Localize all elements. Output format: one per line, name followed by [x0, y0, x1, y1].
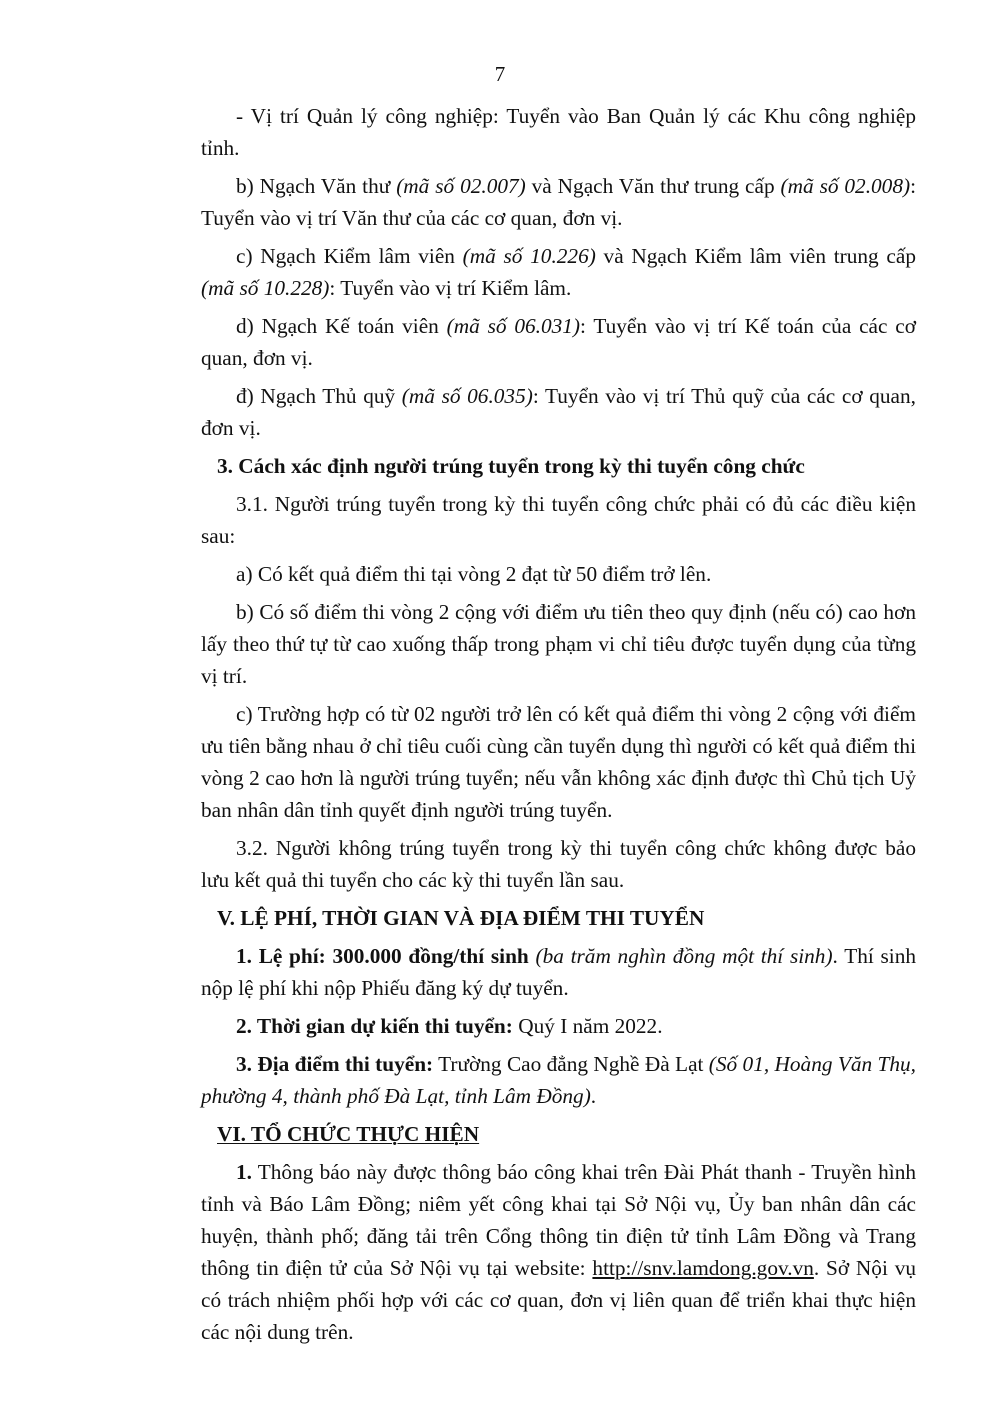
clerk-code-1: (mã số 02.007) — [396, 174, 526, 198]
paragraph-accountant-grade — [201, 310, 916, 374]
accountant-code: (mã số 06.031) — [446, 314, 580, 338]
treasurer-lead: đ) Ngạch Thủ quỹ — [236, 384, 402, 408]
section-3-heading: 3. Cách xác định người trúng tuyển trong kỳ thi tuyển công chức — [217, 454, 805, 478]
paragraph-3-1-c: c) Trường hợp có từ 02 người trở lên có kết quả điểm thi vòng 2 cộng với điểm ưu tiên bằng nhau ở chỉ tiêu cuối cùng cần tuyển dụng thì người có kết quả điểm thi vòng 2 cao hơn là người trúng tuyển; nếu vẫn không xác định được thì Chủ tịch Uỷ ban nhân dân tỉnh quyết định người trúng tuyển. — [201, 702, 916, 822]
paragraph-exam-time — [201, 1010, 916, 1042]
section-vi-heading — [201, 1118, 916, 1150]
fee-label: 1. Lệ phí: 300.000 đồng/thí sinh — [236, 944, 529, 968]
paragraph-3-1-b: b) Có số điểm thi vòng 2 cộng với điểm ưu tiên theo quy định (nếu có) cao hơn lấy theo thứ tự từ cao xuống thấp trong phạm vi chỉ tiêu được tuyển dụng của từng vị trí. — [201, 600, 916, 688]
section-v-heading: V. LỆ PHÍ, THỜI GIAN VÀ ĐỊA ĐIỂM THI TUYỂN — [217, 906, 705, 930]
fee-tail: . Thí sinh nộp lệ phí khi nộp Phiếu đăng ký dự tuyển. — [201, 944, 916, 1000]
announcement-number: 1. — [236, 1160, 252, 1184]
clerk-mid: và Ngạch Văn thư trung cấp — [525, 174, 781, 198]
exam-time-label: 2. Thời gian dự kiến thi tuyển: — [236, 1014, 513, 1038]
announcement-text-end: . Sở Nội vụ có trách nhiệm phối hợp với các cơ quan, đơn vị liên quan để triển khai thực hiện các nội dung trên. — [201, 1256, 916, 1344]
paragraph-industrial-management — [201, 100, 916, 164]
page-number: 7 — [494, 62, 506, 86]
exam-place-label: 3. Địa điểm thi tuyển: — [236, 1052, 434, 1076]
ranger-lead: c) Ngạch Kiểm lâm viên — [236, 244, 463, 268]
ranger-mid: và Ngạch Kiểm lâm viên trung cấp — [595, 244, 916, 268]
fee-in-words: (ba trăm nghìn đồng một thí sinh) — [528, 944, 833, 968]
paragraph-exam-place — [201, 1048, 916, 1112]
exam-place-value: Trường Cao đẳng Nghề Đà Lạt — [433, 1052, 709, 1076]
exam-time-value: Quý I năm 2022. — [512, 1014, 663, 1038]
treasurer-tail: : Tuyển vào vị trí Thủ quỹ của các cơ quan, đơn vị. — [201, 384, 916, 440]
paragraph-fee — [201, 940, 916, 1004]
industrial-management-text: - Vị trí Quản lý công nghiệp: Tuyển vào Ban Quản lý các Khu công nghiệp tỉnh. — [201, 104, 916, 160]
paragraph-3-1-a: a) Có kết quả điểm thi tại vòng 2 đạt từ 50 điểm trở lên. — [236, 562, 712, 586]
treasurer-code: (mã số 06.035) — [401, 384, 533, 408]
announcement-text: Thông báo này được thông báo công khai trên Đài Phát thanh - Truyền hình tỉnh và Báo Lâm Đồng; niêm yết công khai tại Sở Nội vụ, Ủy ban nhân dân các huyện, thành phố; đăng tải trên Cổng thông tin điện tử tỉnh Lâm Đồng và Trang thông tin điện tử của Sở Nội vụ tại website: — [201, 1160, 916, 1280]
exam-place-end: . — [590, 1084, 597, 1108]
document-body — [201, 100, 916, 1354]
accountant-lead: d) Ngạch Kế toán viên — [236, 314, 447, 338]
clerk-lead: b) Ngạch Văn thư — [236, 174, 397, 198]
clerk-code-2: (mã số 02.008) — [780, 174, 911, 198]
paragraph-announcement — [201, 1156, 916, 1348]
website-link[interactable]: http://snv.lamdong.gov.vn — [592, 1256, 814, 1280]
paragraph-clerk-grade — [201, 170, 916, 234]
ranger-code-1: (mã số 10.226) — [462, 244, 596, 268]
ranger-tail: : Tuyển vào vị trí Kiểm lâm. — [329, 276, 572, 300]
paragraph-3-2: 3.2. Người không trúng tuyển trong kỳ thi tuyển công chức không được bảo lưu kết quả thi tuyển cho các kỳ thi tuyển lần sau. — [201, 836, 916, 892]
paragraph-forest-ranger-grade — [201, 240, 916, 304]
ranger-code-2: (mã số 10.228) — [201, 276, 330, 300]
clerk-tail: : Tuyển vào vị trí Văn thư của các cơ quan, đơn vị. — [201, 174, 916, 230]
paragraph-treasurer-grade — [201, 380, 916, 444]
section-vi-heading-text: VI. TỔ CHỨC THỰC HIỆN — [217, 1122, 480, 1146]
paragraph-3-1: 3.1. Người trúng tuyển trong kỳ thi tuyển công chức phải có đủ các điều kiện sau: — [201, 492, 916, 548]
accountant-tail: : Tuyển vào vị trí Kế toán của các cơ quan, đơn vị. — [201, 314, 916, 370]
exam-place-address: (Số 01, Hoàng Văn Thụ, phường 4, thành phố Đà Lạt, tỉnh Lâm Đồng) — [201, 1052, 916, 1108]
